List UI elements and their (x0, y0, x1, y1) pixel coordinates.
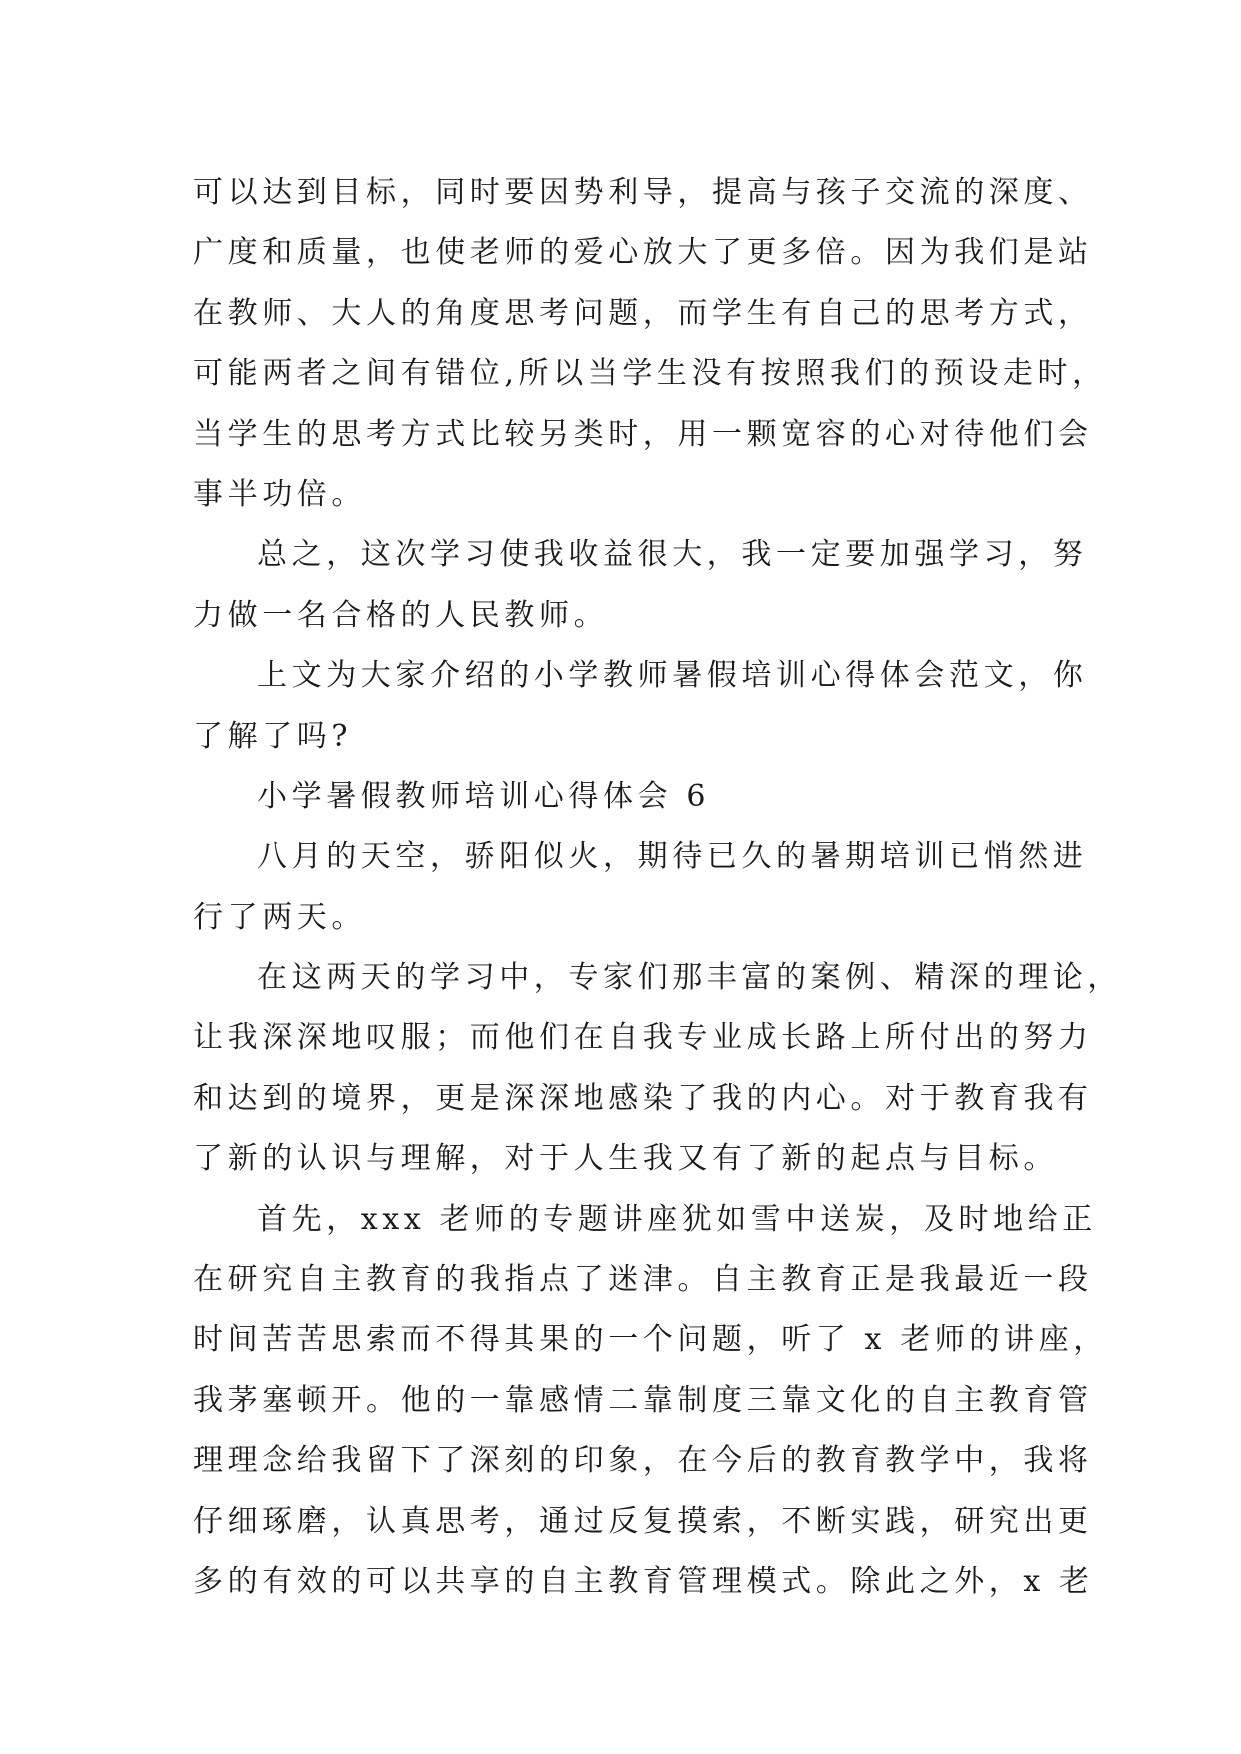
text-line: 时间苦苦思索而不得其果的一个问题，听了 x 老师的讲座， (193, 1322, 1108, 1358)
text-line: 在这两天的学习中，专家们那丰富的案例、精深的理论， (257, 960, 1122, 996)
text-line: 让我深深地叹服；而他们在自我专业成长路上所付出的努力 (193, 1020, 1093, 1056)
text-line: 了新的认识与理解，对于人生我又有了新的起点与目标。 (193, 1141, 1058, 1177)
text-line: 了解了吗? (193, 718, 353, 754)
text-line: 在教师、大人的角度思考问题，而学生有自己的思考方式， (193, 295, 1093, 331)
text-line: 首先，xxx 老师的专题讲座犹如雪中送炭，及时地给正 (257, 1201, 1097, 1237)
text-line: 总之，这次学习使我收益很大，我一定要加强学习，努 (257, 537, 1088, 573)
text-line: 和达到的境界，更是深深地感染了我的内心。对于教育我有 (193, 1080, 1093, 1116)
text-line: 八月的天空，骄阳似火，期待已久的暑期培训已悄然进 (257, 839, 1088, 875)
text-line: 可能两者之间有错位,所以当学生没有按照我们的预设走时， (193, 356, 1107, 392)
text-line: 上文为大家介绍的小学教师暑假培训心得体会范文，你 (257, 658, 1088, 694)
text-line: 多的有效的可以共享的自主教育管理模式。除此之外，x 老 (193, 1563, 1094, 1599)
document-body (193, 163, 1122, 1612)
text-line: 当学生的思考方式比较另类时，用一颗宽容的心对待他们会 (193, 416, 1093, 452)
text-line: 事半功倍。 (193, 476, 366, 512)
text-line: 可以达到目标，同时要因势利导，提高与孩子交流的深度、 (193, 175, 1093, 210)
text-line: 力做一名合格的人民教师。 (193, 597, 609, 633)
text-line: 行了两天。 (193, 899, 366, 935)
text-line: 广度和质量，也使老师的爱心放大了更多倍。因为我们是站 (193, 235, 1093, 271)
text-line: 我茅塞顿开。他的一靠感情二靠制度三靠文化的自主教育管 (193, 1382, 1093, 1418)
text-line: 在研究自主教育的我指点了迷津。自主教育正是我最近一段 (193, 1262, 1093, 1298)
text-line: 仔细琢磨，认真思考，通过反复摸索，不断实践，研究出更 (193, 1503, 1093, 1539)
text-line: 理理念给我留下了深刻的印象，在今后的教育教学中，我将 (193, 1443, 1093, 1479)
text-line: 小学暑假教师培训心得体会 6 (257, 778, 711, 814)
